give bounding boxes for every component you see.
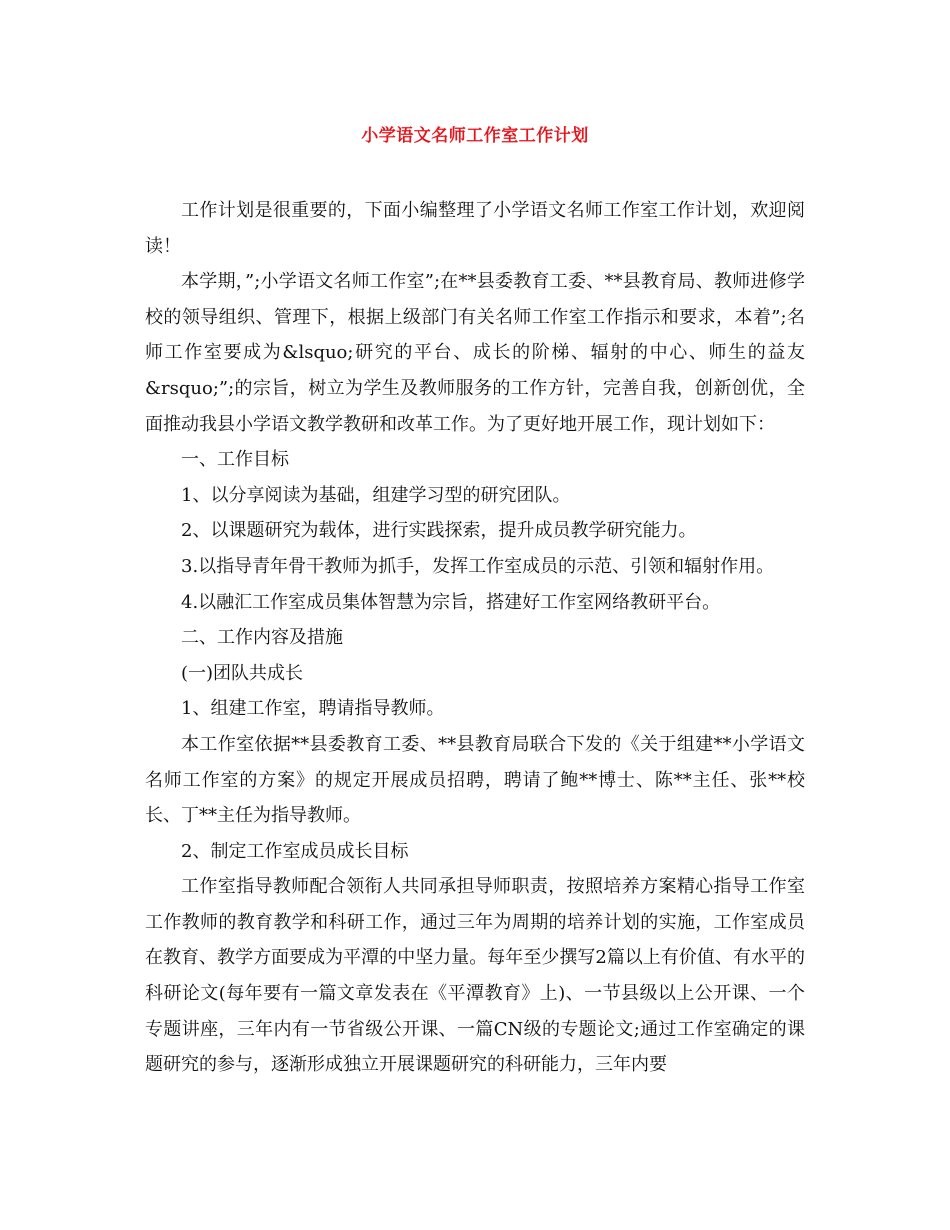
background-paragraph: 本学期，”;小学语文名师工作室”;在**县委教育工委、**县教育局、教师进修学校的领导组织、管理下，根据上级部门有关名师工作室工作指示和要求，本着”;名师工作室要成为&lsquo;研究的平台、成长的阶梯、辐射的中心、师生的益友&rsquo;”;的宗旨，树立为学生及教师服务的工作方针，完善自我，创新创优，全面推动我县小学语文教学教研和改革工作。为了更好地开展工作，现计划如下： (145, 271, 805, 435)
intro-paragraph: 工作计划是很重要的，下面小编整理了小学语文名师工作室工作计划，欢迎阅读！ (145, 200, 805, 257)
goal-item-3: 3.以指导青年骨干教师为抓手，发挥工作室成员的示范、引领和辐射作用。 (181, 555, 775, 577)
goal-item-1: 1、以分享阅读为基础，组建学习型的研究团队。 (181, 484, 571, 506)
document-body (145, 193, 805, 1083)
goal-item-2: 2、以课题研究为载体，进行实践探索，提升成员教学研究能力。 (181, 520, 697, 542)
item-heading-2: 2、制定工作室成员成长目标 (181, 840, 409, 862)
document-title: 小学语文名师工作室工作计划 (361, 126, 589, 146)
section-heading-measures: 二、工作内容及措施 (181, 627, 343, 649)
item-paragraph-1: 本工作室依据**县委教育工委、**县教育局联合下发的《关于组建**小学语文名师工作室的方案》的规定开展成员招聘，聘请了鲍**博士、陈**主任、张**校长、丁**主任为指导教师。 (145, 733, 805, 827)
item-heading-1: 1、组建工作室，聘请指导教师。 (181, 698, 445, 720)
section-heading-goals: 一、工作目标 (181, 449, 289, 471)
goal-item-4: 4.以融汇工作室成员集体智慧为宗旨，搭建好工作室网络教研平台。 (181, 591, 721, 613)
subsection-heading-team: (一)团队共成长 (181, 662, 304, 684)
item-paragraph-2: 工作室指导教师配合领衔人共同承担导师职责，按照培养方案精心指导工作室工作教师的教育教学和科研工作，通过三年为周期的培养计划的实施，工作室成员在教育、教学方面要成为平潭的中坚力量。每年至少撰写2篇以上有价值、有水平的科研论文(每年要有一篇文章发表在《平潭教育》上)、一节县级以上公开课、一个专题讲座，三年内有一节省级公开课、一篇CN级的专题论文;通过工作室确定的课题研究的参与，逐渐形成独立开展课题研究的科研能力，三年内要 (145, 876, 805, 1076)
